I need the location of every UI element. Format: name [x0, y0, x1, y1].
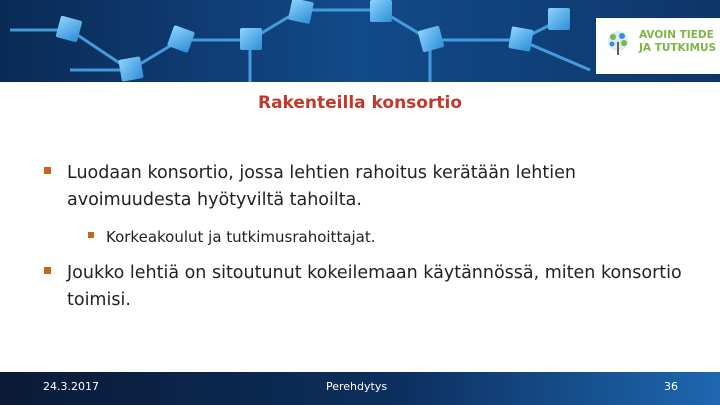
logo-line-1: AVOIN TIEDE — [639, 29, 714, 41]
bullet-square-icon — [44, 267, 51, 274]
bullet-text: Joukko lehtiä on sitoutunut kokeilemaan käytännössä, miten konsortio toimisi. — [67, 263, 682, 310]
slide-title: Rakenteilla konsortio — [257, 93, 463, 113]
bullet-square-icon — [44, 167, 51, 174]
logo-line-2: JA TUTKIMUS — [639, 42, 717, 54]
footer-bar — [0, 372, 720, 405]
logo-text — [639, 29, 716, 55]
tree-logo-icon — [603, 28, 633, 58]
avoin-tiede-logo — [603, 24, 715, 70]
sub-bullet-item-1 — [88, 226, 648, 248]
footer-date: 24.3.2017 — [43, 380, 99, 393]
bullet-text: Luodaan konsortio, jossa lehtien rahoitus kerätään lehtien avoimuudesta hyötyviltä tahoilta. — [67, 163, 576, 210]
bullet-square-icon — [88, 232, 94, 238]
bullet-item-2 — [44, 260, 684, 314]
bullet-item-1 — [44, 160, 684, 214]
footer-center-text: Perehdytys — [326, 380, 388, 393]
bullet-text: Korkeakoulut ja tutkimusrahoittajat. — [106, 228, 376, 246]
slide-number: 36 — [664, 380, 678, 393]
